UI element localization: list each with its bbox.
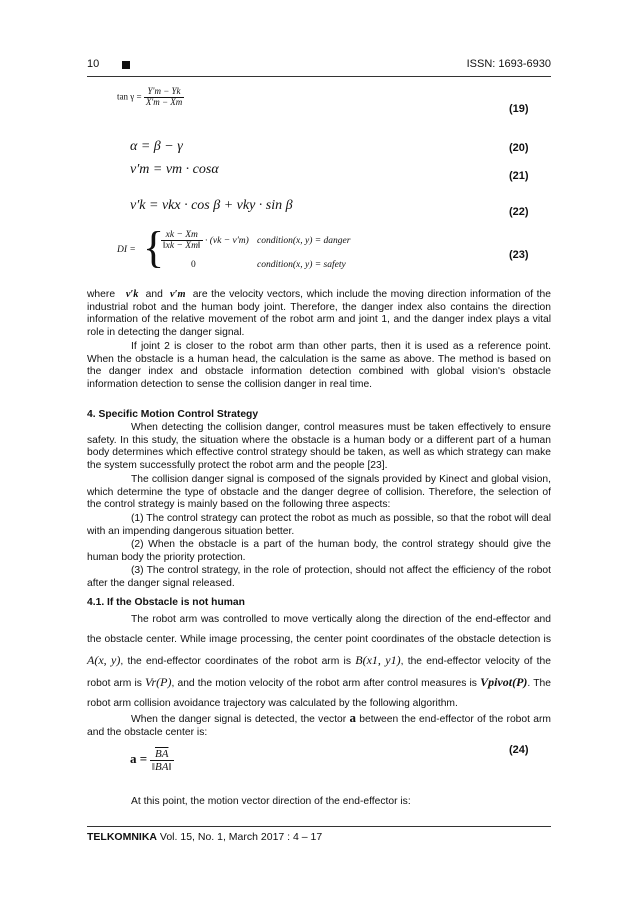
paragraph-joint2: If joint 2 is closer to the robot arm than other parts, then it is used as a reference point. When the obstacle is a human head, the calculation is the same as above. The method is based on the danger index and obstacle information detection combined with global vision's obstacle information detection to sense the collision danger in real time. — [87, 341, 551, 390]
section-4-heading: 4. Specific Motion Control Strategy — [87, 409, 259, 420]
section-4-1-paragraph-2: When the danger signal is detected, the vector a between the end-effector of the robot arm and the obstacle center is: — [87, 710, 552, 738]
issn-label: ISSN: 1693-6930 — [466, 58, 551, 70]
equation-24: a = $\frac{\overline{BA}}{‖BA‖}$ — [130, 748, 172, 774]
equation-20: α = β − γ — [130, 139, 183, 154]
equation-21: v′m = vm · cosα — [130, 162, 219, 177]
section-4-item-1: (1) The control strategy can protect the robot as much as possible, so that the robot will deal with an impending dangerous situation better. — [87, 513, 551, 537]
paragraph-where: where v′k and v′m are the velocity vectors, which include the moving direction information of the industrial robot and the human body joint. Therefore, the danger index also contains the direction information of the relative movement of the robot arm and joint 1, and the danger index plays a vital role in detecting the danger signal. — [87, 289, 551, 338]
page-header — [87, 58, 551, 74]
journal-details: Vol. 15, No. 1, March 2017 : 4 – 17 — [159, 831, 323, 843]
square-bullet-icon — [122, 61, 130, 69]
section-4-item-2: (2) When the obstacle is a part of the human body, the control strategy should give the human body the priority protection. — [87, 539, 551, 563]
equation-number-24: (24) — [509, 744, 529, 756]
equation-number-20: (20) — [509, 142, 529, 154]
page-number: 10 — [87, 58, 100, 70]
section-4-1-heading: 4.1. If the Obstacle is not human — [87, 597, 245, 608]
equation-number-19: (19) — [509, 103, 529, 115]
page-footer — [87, 831, 322, 843]
header-rule — [87, 76, 551, 77]
equation-number-22: (22) — [509, 206, 529, 218]
footer-rule — [87, 826, 551, 827]
equation-number-21: (21) — [509, 170, 529, 182]
equation-19: tan γ = $\frac{Y'm - Yk}{X'm - Xm}$ — [117, 86, 183, 107]
section-4-paragraph-2: The collision danger signal is composed of the signals provided by Kinect and global vision, which determine the type of obstacle and the danger degree of collision. Therefore, the selection of the control strategy is mainly based on the following three aspects: — [87, 474, 551, 511]
equation-number-23: (23) — [509, 249, 529, 261]
journal-name: TELKOMNIKA — [87, 831, 157, 843]
section-4-paragraph-1: When detecting the collision danger, control measures must be taken effectively to ensure safety. In this study, the situation where the obstacle is a human body or a different part of a human body determines which effective control strategy should be taken, as well as which strategy can make the system successfully protect the robot arm and the people [23]. — [87, 422, 551, 471]
section-4-item-3: (3) The control strategy, in the role of protection, should not affect the efficiency of the robot after the danger signal released. — [87, 565, 551, 589]
section-4-1-paragraph-1: The robot arm was controlled to move vertically along the direction of the end-effector and the obstacle center. While image processing, the center point coordinates of the obstacle detection is A(x, y), the end-effector coordinates of the robot arm is B(x1, y1), the end-effector velocity of the robot arm is Vr(P), and the motion velocity of the robot arm after control measures is Vpivot(P). The robot arm collision avoidance trajectory was calculated by the following algorithm. — [87, 614, 551, 709]
equation-23: DI = { $\frac{xk - Xm}{‖xk - Xm‖}$ · (vk − v′m) condition(x, y) = danger 0 condition(x, y) = safety — [117, 223, 351, 272]
equation-22: v′k = vkx · cos β + vky · sin β — [130, 198, 293, 213]
section-4-1-paragraph-3: At this point, the motion vector direction of the end-effector is: — [131, 796, 411, 807]
